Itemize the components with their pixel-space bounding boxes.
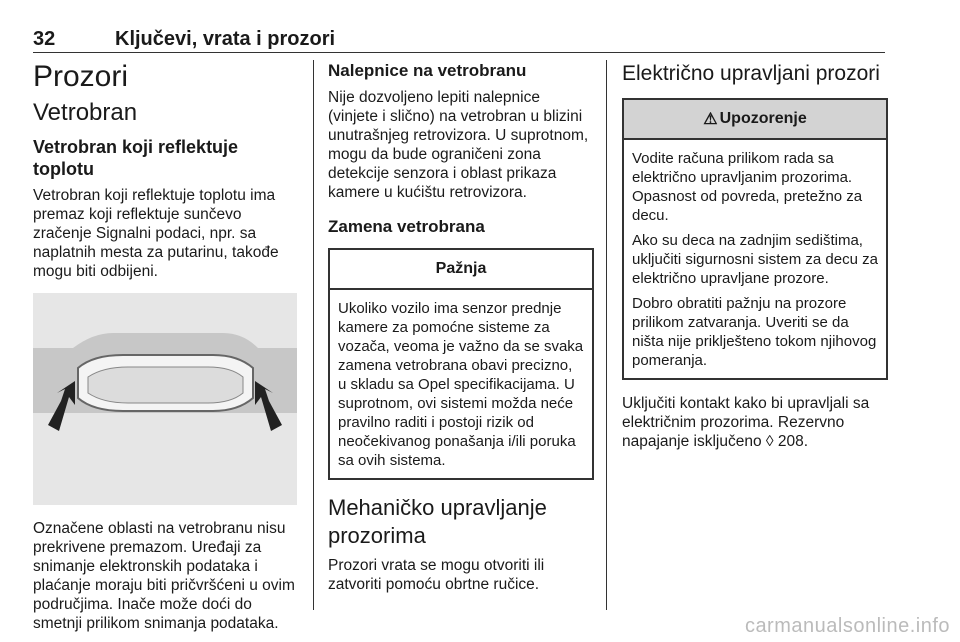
page-reference[interactable]: 208.	[773, 433, 809, 450]
watermark: carmanualsonline.info	[744, 615, 950, 637]
warning-text: Dobro obratiti pažnju na prozore prilikom zatvaranja. Uveriti se da ništa nije priklješteno tokom njihovog pomeranja.	[632, 295, 877, 369]
paragraph: Prozori vrata se mogu otvoriti ili zatvoriti pomoću obrtne ručice.	[328, 557, 545, 593]
warning-header	[624, 100, 886, 140]
warning-text: Vodite računa prilikom rada sa električno upravljanim prozorima. Opasnost od povreda, pretežno za decu.	[632, 150, 863, 224]
heading-replacement: Zamena vetrobrana	[328, 217, 485, 236]
paragraph: Vetrobran koji reflektuje toplotu ima premaz koji reflektuje sunčevo zračenje Signalni podaci, npr. sa naplatnih mesta za putarinu, takođe mogu biti odbijeni.	[33, 187, 279, 280]
warning-triangle-icon: ⚠	[703, 111, 718, 128]
paragraph: Nije dozvoljeno lepiti nalepnice (vinjete i slično) na vetrobran u blizini unutrašnjeg retrovizora. U suprotnom, mogu da bude ograničeni zona detekcije senzora i oblast prikaza kamere u kućištu retrovizora.	[328, 89, 589, 201]
page-number: 32	[33, 28, 56, 50]
warning-text: Ako su deca na zadnjim sedištima, uključiti sigurnosni sistem za decu za električno upravljane prozore.	[632, 232, 878, 287]
windshield-illustration	[33, 293, 297, 505]
heading-power-windows: Električno upravljani prozori	[622, 62, 880, 85]
warning-box	[622, 98, 888, 380]
heading-manual-windows: Mehaničko upravljanje prozorima	[328, 495, 547, 548]
heading-stickers: Nalepnice na vetrobranu	[328, 61, 527, 80]
mirror-diagram	[33, 293, 297, 505]
column-middle	[328, 60, 594, 594]
subtitle: Vetrobran	[33, 99, 138, 126]
caution-box	[328, 248, 594, 480]
page-title: Prozori	[33, 60, 129, 93]
caution-title: Pažnja	[330, 250, 592, 290]
column-divider	[313, 60, 314, 610]
page-reference-icon: ◊	[765, 433, 774, 450]
paragraph: Uključiti kontakt kako bi upravljali sa električnim prozorima. Rezervno napajanje isključeno ◊ 208.	[622, 395, 870, 450]
column-left	[33, 60, 303, 633]
section-title: Ključevi, vrata i prozori	[115, 28, 336, 50]
column-divider	[606, 60, 607, 610]
caution-text: Ukoliko vozilo ima senzor prednje kamere za pomoćne sisteme za vozača, veoma je važno da se svaka zamena vetrobrana obavi precizno, u skladu sa Opel specifikacijama. U suprotnom, ovi sistemi možda neće pravilno raditi i postoji rizik od neočekivanog ponašanja i/ili poruka sa ovih sistema.	[338, 300, 584, 469]
column-right	[622, 60, 888, 451]
paragraph: Označene oblasti na vetrobranu nisu prekrivene premazom. Uređaji za snimanje elektronskih podataka i plaćanje moraju biti pričvršćeni u ovim područjima. Inače može doći do smetnji prilikom snimanja podataka.	[33, 520, 295, 632]
heading-reflective-windshield: Vetrobran koji reflektuje toplotu	[33, 137, 239, 179]
page-header	[33, 26, 885, 53]
warning-title: Upozorenje	[719, 110, 807, 127]
